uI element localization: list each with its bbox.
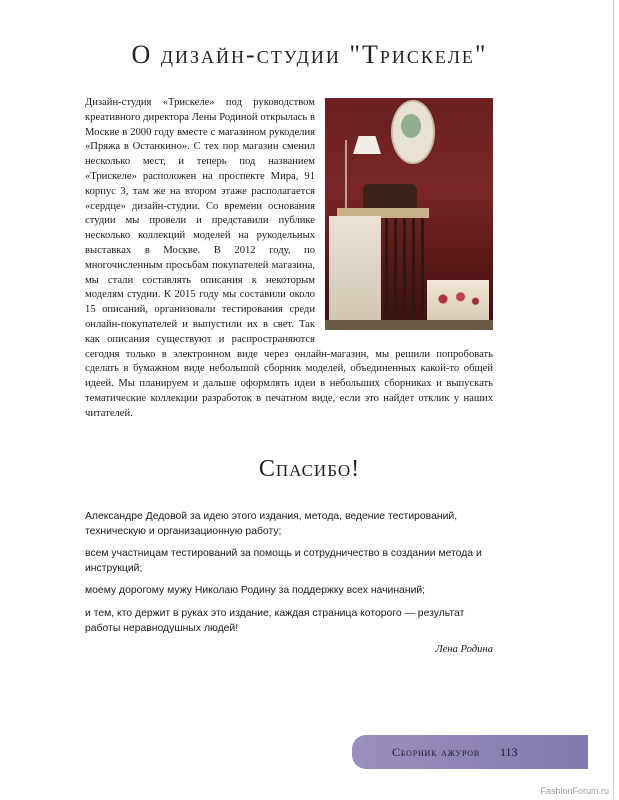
- thanks-item: всем участницам тестирований за помощь и сотрудничество в создании метода и инструкций;: [85, 548, 482, 574]
- lace-cloth: [329, 216, 381, 322]
- intro-text-block: [85, 96, 493, 422]
- plate-decoration: [401, 114, 421, 138]
- intro-paragraph: Дизайн-студия «Трискеле» под руководством креативного директора Лены Родиной открылась в Москве в 2000 году вместе с магазином рукоделия «Пряжа в Останкино». С тех пор магазин сменил несколько мест, и теперь под названием «Трискеле» расположен на проспекте Мира, 91 корпус 3, там же на втором этаже располагается «сердце» дизайн-студии. Со времени основания студии мы провели и представили публике несколько коллекций моделей на рукодельных выставках в Москве. В 2012 году, по многочисленным просьбам покупателей магазина, мы стали составлять описания к некоторым моделям студии. К 2015 году мы составили около 15 описаний, организовали тестирования среди онлайн-покупателей и выпустили их в свет. Так как описания существуют и распространяются сегодня только в электронном виде через онлайн-магазин, мы решили попробовать сделать в бумажном виде небольшой сборник моделей, объединенных какой-то общей идеей. Мы планируем и дальше оформлять идеи в небольших сборниках и выпускать тематические коллекции разработок в печатном виде, если это найдет отклик у наших читателей.: [85, 97, 493, 419]
- watermark: FashionForum.ru: [540, 786, 609, 796]
- thanks-item: Александре Дедовой за идею этого издания, метода, ведение тестирований, техническую и организационную работу;: [85, 511, 458, 537]
- table-legs: [385, 218, 425, 322]
- thanks-heading: Спасибо!: [258, 456, 361, 482]
- studio-photo: [325, 98, 493, 330]
- thanks-item: моему дорогому мужу Николаю Родину за поддержку всех начинаний;: [85, 585, 426, 597]
- page-title: О дизайн-студии "Трискеле": [131, 40, 488, 69]
- thanks-item: и тем, кто держит в руках это издание, каждая страница которого — результат работы неравнодушных людей!: [85, 607, 465, 634]
- sewing-machine: [363, 184, 417, 210]
- lamp-stand: [345, 140, 347, 210]
- lamp-shade: [353, 136, 381, 154]
- footer-label: Сборник ажуров: [392, 745, 481, 759]
- floor: [325, 320, 493, 330]
- page-number: 113: [500, 745, 518, 759]
- box-flowers: [433, 288, 483, 310]
- signature: Лена Родина: [435, 644, 493, 655]
- thanks-list: [85, 510, 495, 644]
